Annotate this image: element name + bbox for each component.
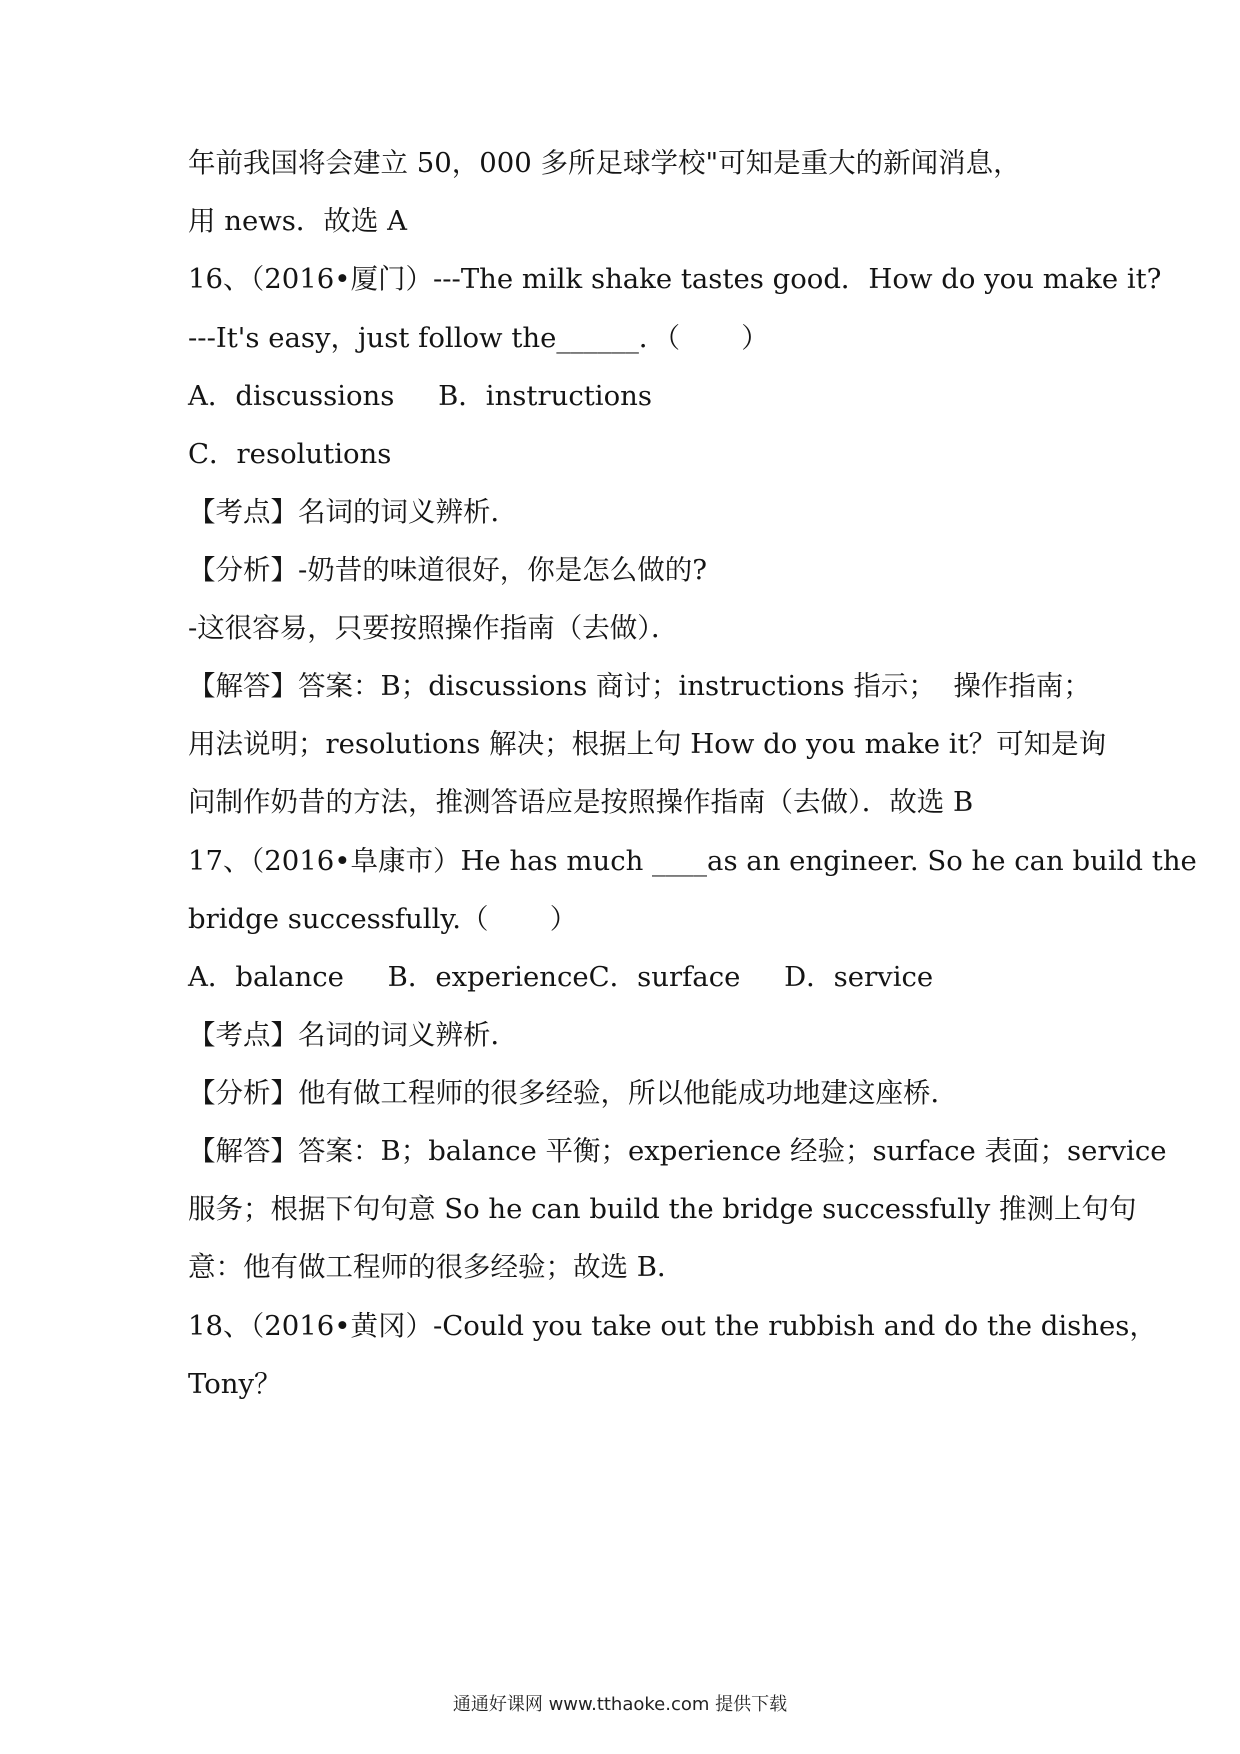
question-17-analysis: 【分析】他有做工程师的很多经验，所以他能成功地建这座桥．	[188, 1077, 958, 1109]
question-16-analysis: 【分析】-奶昔的味道很好，你是怎么做的?	[188, 554, 708, 586]
question-16-analysis-2: -这很容易，只要按照操作指南（去做）．	[188, 612, 679, 644]
question-16-answer-2: 用法说明；resolutions 解决；根据上句 How do you make it？可知是询	[188, 728, 1107, 760]
question-17-prompt-2: bridge successfully.（ ）	[188, 903, 578, 935]
question-16-option-c: C．resolutions	[188, 438, 392, 470]
question-18-prompt: 18、（2016•黄冈）-Could you take out the rubbish and do the dishes，	[188, 1310, 1157, 1342]
question-16-answer-3: 问制作奶昔的方法，推测答语应是按照操作指南（去做）．故选 B	[188, 786, 974, 818]
question-17-answer: 【解答】答案：B；balance 平衡；experience 经验；surface 表面；service	[188, 1135, 1167, 1167]
text-line-2: 用 news．故选 A	[188, 205, 407, 237]
question-17-prompt: 17、（2016•阜康市）He has much ____as an engineer. So he can build the	[188, 845, 1197, 877]
question-16-blank: ---It's easy，just follow the______．（ ）	[188, 322, 769, 354]
question-18-prompt-2: Tony？	[188, 1368, 282, 1400]
question-17-answer-3: 意：他有做工程师的很多经验；故选 B．	[188, 1251, 685, 1283]
question-16-options-ab: A．discussions B．instructions	[188, 380, 652, 412]
question-17-options: A．balance B．experienceC．surface D．service	[188, 961, 934, 993]
text-line-1: 年前我国将会建立 50，000 多所足球学校"可知是重大的新闻消息，	[188, 147, 1021, 179]
question-16-kaodian: 【考点】名词的词义辨析．	[188, 496, 518, 528]
question-17-kaodian: 【考点】名词的词义辨析．	[188, 1019, 518, 1051]
question-16-answer: 【解答】答案：B；discussions 商讨；instructions 指示； 操作指南；	[188, 670, 1091, 702]
question-17-answer-2: 服务；根据下句句意 So he can build the bridge successfully 推测上句句	[188, 1193, 1137, 1225]
question-16-prompt: 16、（2016•厦门）---The milk shake tastes good．How do you make it?	[188, 263, 1162, 295]
page-footer: 通通好课网 www.tthaoke.com 提供下载	[452, 1694, 788, 1715]
